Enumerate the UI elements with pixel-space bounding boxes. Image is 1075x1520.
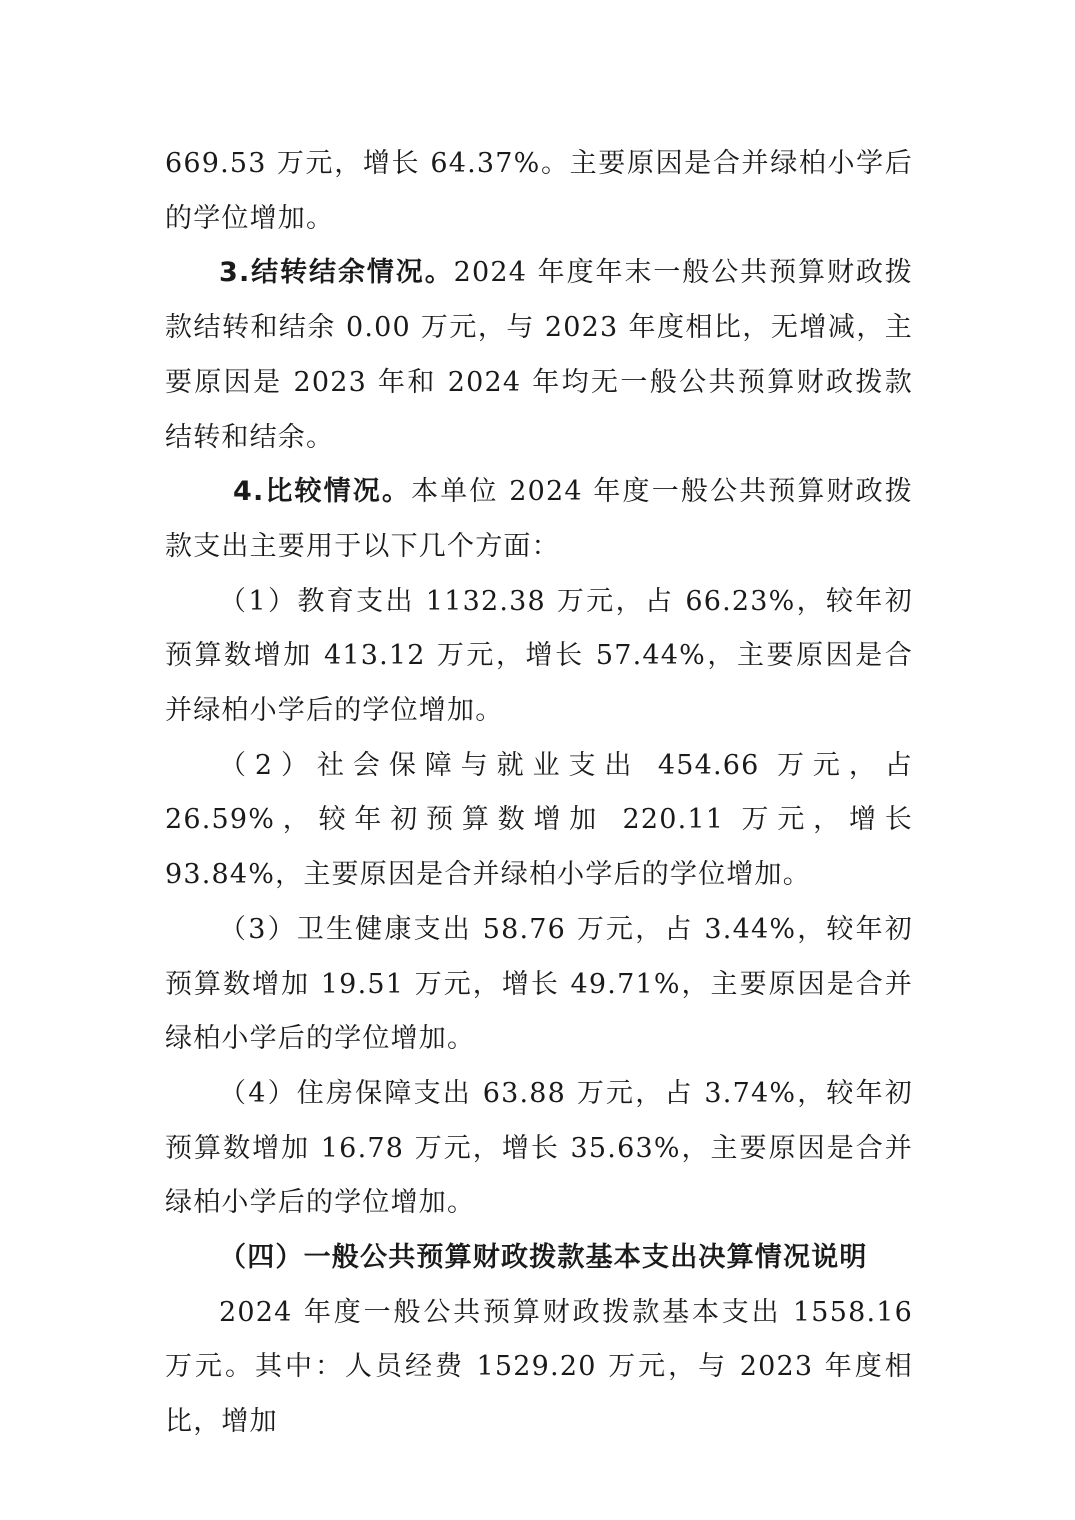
section-title-text: （四）一般公共预算财政拨款基本支出决算情况说明: [219, 1242, 868, 1274]
list-item-education: [165, 575, 913, 739]
list-item-social-security: [165, 739, 913, 903]
paragraph-text: 2024 年度一般公共预算财政拨款基本支出 1558.16 万元。其中：人员经费 1529.20 万元，与 2023 年度相比，增加: [165, 1296, 913, 1438]
paragraph-carryover-balance: [165, 246, 913, 465]
paragraph-heading: 4.比较情况。: [233, 476, 412, 508]
paragraph-text: 669.53 万元，增长 64.37%。主要原因是合并绿柏小学后的学位增加。: [165, 148, 913, 234]
paragraph-basic-expenditure: [165, 1286, 913, 1450]
paragraph-text: （3）卫生健康支出 58.76 万元，占 3.44%，较年初预算数增加 19.51 万元，增长 49.71%，主要原因是合并绿柏小学后的学位增加。: [165, 913, 913, 1055]
paragraph-comparison: [165, 465, 913, 574]
paragraph-text: （4）住房保障支出 63.88 万元，占 3.74%，较年初预算数增加 16.78 万元，增长 35.63%，主要原因是合并绿柏小学后的学位增加。: [165, 1077, 913, 1219]
document-body: [165, 137, 913, 1450]
paragraph-continuation: [165, 137, 913, 246]
paragraph-text: 本单位 2024 年度一般公共预算财政拨款支出主要用于以下几个方面：: [165, 476, 913, 562]
paragraph-text: （1）教育支出 1132.38 万元，占 66.23%，较年初预算数增加 413.12 万元，增长 57.44%，主要原因是合并绿柏小学后的学位增加。: [165, 585, 913, 727]
paragraph-text: （2）社会保障与就业支出 454.66 万元，占 26.59%，较年初预算数增加 220.11 万元，增长 93.84%，主要原因是合并绿柏小学后的学位增加。: [165, 749, 913, 891]
paragraph-heading: 3.结转结余情况。: [219, 257, 454, 289]
list-item-health: [165, 903, 913, 1067]
list-item-housing: [165, 1067, 913, 1231]
section-title: [165, 1231, 913, 1286]
paragraph-text: 2024 年度年末一般公共预算财政拨款结转和结余 0.00 万元，与 2023 年度相比，无增减，主要原因是 2023 年和 2024 年均无一般公共预算财政拨款结转和结余。: [165, 257, 913, 453]
